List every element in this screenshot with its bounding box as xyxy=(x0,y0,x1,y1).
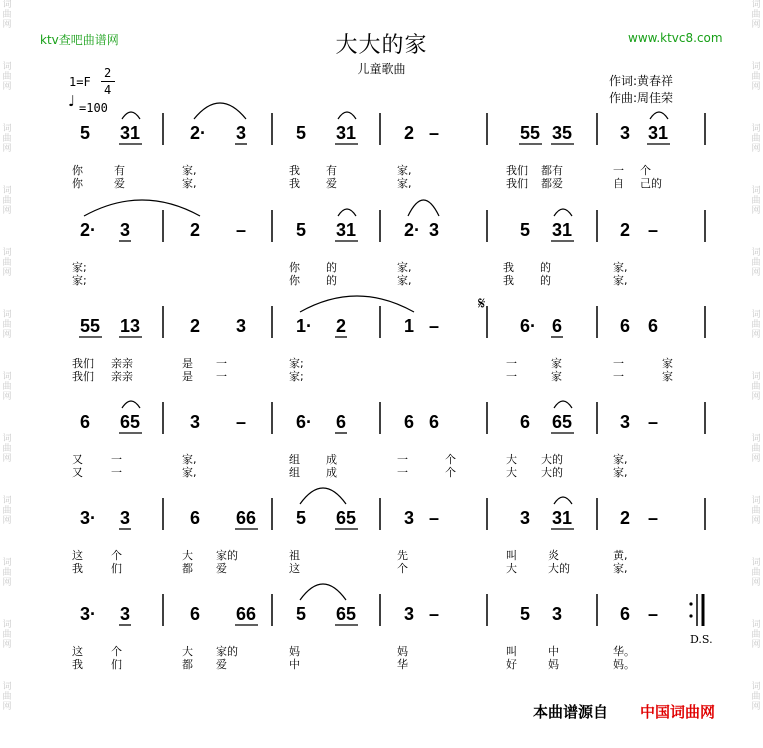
source-site-link[interactable]: 中国词曲网 xyxy=(640,703,716,721)
lyric-line1: 一 xyxy=(216,357,227,370)
note: 3· xyxy=(80,604,97,624)
note: 2 xyxy=(620,220,631,240)
watermark-char: 曲 xyxy=(751,72,761,82)
lyric-line1: 家, xyxy=(613,453,628,466)
watermark-char: 曲 xyxy=(2,506,12,516)
watermark-char: 曲 xyxy=(2,568,12,578)
tempo-marking: =100 xyxy=(79,101,108,115)
note: 5 xyxy=(296,123,307,143)
lyric-line1: 家 xyxy=(551,357,562,370)
lyric-line2: 家, xyxy=(397,274,412,287)
slur-arc xyxy=(408,200,439,216)
lyric-line2: 好 xyxy=(506,658,517,671)
watermark-char: 词 xyxy=(2,62,12,72)
note: 6 xyxy=(552,316,563,336)
watermark-char: 曲 xyxy=(2,72,12,82)
watermark-char: 曲 xyxy=(751,568,761,578)
note: – xyxy=(648,604,659,624)
note: 65 xyxy=(336,508,357,528)
note: – xyxy=(429,316,440,336)
watermark-char: 词 xyxy=(751,248,761,258)
watermark-char: 网 xyxy=(2,516,12,526)
lyric-line1: 中 xyxy=(548,645,559,658)
lyric-line2: 们 xyxy=(111,562,122,575)
lyricist-credit: 作词:黄春祥 xyxy=(609,74,674,88)
watermark-char: 词 xyxy=(751,558,761,568)
watermark-char: 曲 xyxy=(751,692,761,702)
lyric-line2: 我 xyxy=(289,177,300,190)
lyric-line2: 都 xyxy=(182,562,193,575)
tie-arc xyxy=(554,401,572,408)
watermark-char: 网 xyxy=(751,454,761,464)
ds-mark: D.S. xyxy=(690,633,713,646)
site-url-right[interactable]: www.ktvc8.com xyxy=(628,31,723,45)
tie-arc xyxy=(650,112,668,119)
lyric-line1: 大 xyxy=(182,645,193,658)
note: – xyxy=(648,508,659,528)
note: 55 xyxy=(80,316,101,336)
lyric-line1: 有 xyxy=(114,164,125,177)
lyric-line2: 都 xyxy=(182,658,193,671)
note: 2 xyxy=(190,220,201,240)
lyric-line1: 家, xyxy=(182,164,197,177)
note: 6 xyxy=(80,412,91,432)
watermark-char: 曲 xyxy=(751,320,761,330)
note: 3 xyxy=(236,316,247,336)
watermark-char: 词 xyxy=(751,372,761,382)
tie-arc xyxy=(338,112,356,119)
lyric-line1: 个 xyxy=(111,645,122,658)
watermark-char: 网 xyxy=(751,516,761,526)
watermark-char: 曲 xyxy=(2,630,12,640)
lyric-line1: 一 xyxy=(111,453,122,466)
watermark-char: 网 xyxy=(751,206,761,216)
lyric-line2: 们 xyxy=(111,658,122,671)
watermark-char: 曲 xyxy=(2,258,12,268)
lyric-line2: 的 xyxy=(326,274,337,287)
lyric-line1: 我们 xyxy=(72,357,94,370)
watermark-char: 词 xyxy=(2,620,12,630)
watermark-char: 网 xyxy=(751,330,761,340)
lyric-line2: 家; xyxy=(289,370,304,383)
lyric-line1: 亲亲 xyxy=(111,357,133,370)
lyric-line1: 妈 xyxy=(289,645,300,658)
watermark-char: 网 xyxy=(2,454,12,464)
watermark-char: 词 xyxy=(2,558,12,568)
lyric-line1: 一 xyxy=(613,357,624,370)
lyric-line1: 我们 xyxy=(506,164,528,177)
lyric-line1: 大 xyxy=(506,453,517,466)
repeat-dot xyxy=(689,602,692,605)
slur-arc xyxy=(300,488,346,504)
lyric-line2: 华 xyxy=(397,658,408,671)
lyric-line2: 家; xyxy=(72,274,87,287)
lyric-line1: 祖 xyxy=(289,549,300,562)
note: 65 xyxy=(336,604,357,624)
lyric-line2: 家, xyxy=(397,177,412,190)
lyric-line2: 我们 xyxy=(72,370,94,383)
lyric-line2: 妈。 xyxy=(613,658,635,671)
note: 31 xyxy=(648,123,669,143)
lyric-line2: 妈 xyxy=(548,658,559,671)
note: 55 xyxy=(520,123,541,143)
lyric-line2: 家, xyxy=(613,466,628,479)
lyric-line2: 这 xyxy=(289,562,300,575)
lyric-line1: 华。 xyxy=(613,645,635,658)
lyric-line2: 爱 xyxy=(216,658,227,671)
lyric-line2: 一 xyxy=(613,370,624,383)
note: 6· xyxy=(520,316,537,336)
note: 66 xyxy=(236,508,257,528)
time-signature-top: 2 xyxy=(104,66,112,80)
watermark-char: 网 xyxy=(2,20,12,30)
note: 6 xyxy=(620,316,631,336)
watermark-char: 词 xyxy=(751,496,761,506)
note: 3 xyxy=(620,412,631,432)
note: – xyxy=(429,604,440,624)
watermark-char: 网 xyxy=(751,702,761,712)
lyric-line2: 成 xyxy=(326,466,337,479)
note: 6 xyxy=(520,412,531,432)
lyric-line1: 一 xyxy=(397,453,408,466)
watermark-char: 曲 xyxy=(751,258,761,268)
note: – xyxy=(429,508,440,528)
note: 6 xyxy=(429,412,440,432)
note: 31 xyxy=(552,508,573,528)
lyric-line1: 家的 xyxy=(216,645,238,658)
watermark-char: 词 xyxy=(751,620,761,630)
key-signature: 1=F xyxy=(69,75,91,89)
lyric-line2: 爱 xyxy=(114,177,125,190)
watermark-char: 曲 xyxy=(751,382,761,392)
note: 65 xyxy=(120,412,141,432)
lyric-line2: 的 xyxy=(540,274,551,287)
lyric-line2: 家 xyxy=(662,370,673,383)
note: 31 xyxy=(552,220,573,240)
watermark-char: 网 xyxy=(2,268,12,278)
lyric-line1: 家, xyxy=(613,261,628,274)
slur-arc xyxy=(300,584,346,600)
watermark-char: 词 xyxy=(751,434,761,444)
lyric-line2: 中 xyxy=(289,658,300,671)
watermark-char: 网 xyxy=(2,206,12,216)
lyric-line1: 家; xyxy=(72,261,87,274)
note: 5 xyxy=(296,508,307,528)
lyric-line2: 一 xyxy=(216,370,227,383)
slur-arc xyxy=(194,103,246,119)
lyric-line1: 是 xyxy=(182,357,193,370)
lyric-line2: 自 xyxy=(613,177,624,190)
lyric-line2: 个 xyxy=(397,562,408,575)
watermark-char: 曲 xyxy=(2,134,12,144)
note: 13 xyxy=(120,316,141,336)
watermark-char: 曲 xyxy=(751,10,761,20)
lyric-line2: 家, xyxy=(182,466,197,479)
note: – xyxy=(429,123,440,143)
lyric-line2: 个 xyxy=(445,466,456,479)
lyric-line1: 叫 xyxy=(506,549,517,562)
lyric-line1: 妈 xyxy=(397,645,408,658)
note: 31 xyxy=(336,220,357,240)
note: 3 xyxy=(120,604,131,624)
note: 3 xyxy=(404,604,415,624)
lyric-line1: 家, xyxy=(397,261,412,274)
watermark-char: 词 xyxy=(751,0,761,10)
slur-arc xyxy=(300,296,414,312)
lyric-line1: 家, xyxy=(182,453,197,466)
note: 5 xyxy=(80,123,91,143)
note: 2 xyxy=(620,508,631,528)
tie-arc xyxy=(554,497,572,504)
lyric-line1: 这 xyxy=(72,645,83,658)
lyric-line1: 的 xyxy=(326,261,337,274)
watermark-char: 词 xyxy=(751,62,761,72)
watermark-char: 网 xyxy=(2,392,12,402)
note: 5 xyxy=(296,220,307,240)
lyric-line1: 个 xyxy=(640,164,651,177)
lyric-line1: 都有 xyxy=(541,164,563,177)
lyric-line2: 爱 xyxy=(326,177,337,190)
lyric-line2: 亲亲 xyxy=(111,370,133,383)
lyric-line1: 的 xyxy=(540,261,551,274)
composer-credit: 作曲:周佳荣 xyxy=(609,91,674,105)
watermark-char: 网 xyxy=(751,20,761,30)
time-signature-bottom: 4 xyxy=(104,83,112,97)
lyric-line1: 个 xyxy=(111,549,122,562)
watermark-char: 曲 xyxy=(2,382,12,392)
note: 2 xyxy=(190,316,201,336)
lyric-line1: 你 xyxy=(289,261,300,274)
song-subtitle: 儿童歌曲 xyxy=(357,62,406,76)
watermark-char: 曲 xyxy=(751,630,761,640)
lyric-line1: 成 xyxy=(326,453,337,466)
slur-arc xyxy=(84,200,200,216)
note: 6 xyxy=(648,316,659,336)
lyric-line2: 一 xyxy=(506,370,517,383)
lyric-line1: 叫 xyxy=(506,645,517,658)
watermark-char: 词 xyxy=(2,496,12,506)
watermark-char: 曲 xyxy=(2,10,12,20)
watermark-char: 词 xyxy=(751,310,761,320)
note: 66 xyxy=(236,604,257,624)
watermark-char: 网 xyxy=(751,578,761,588)
watermark-char: 网 xyxy=(751,268,761,278)
site-name-left[interactable]: ktv查吧曲谱网 xyxy=(40,33,119,47)
lyric-line2: 家, xyxy=(613,274,628,287)
lyric-line1: 大 xyxy=(182,549,193,562)
lyric-line1: 家, xyxy=(397,164,412,177)
lyric-line1: 一 xyxy=(613,164,624,177)
note: 3 xyxy=(620,123,631,143)
quarter-note-icon: ♩ xyxy=(68,92,76,110)
watermark-char: 曲 xyxy=(2,692,12,702)
lyric-line2: 是 xyxy=(182,370,193,383)
lyric-line2: 你 xyxy=(289,274,300,287)
note: 2· xyxy=(80,220,97,240)
watermark-char: 网 xyxy=(751,640,761,650)
watermark-char: 网 xyxy=(2,640,12,650)
lyric-line2: 家, xyxy=(182,177,197,190)
note: 1 xyxy=(404,316,415,336)
lyric-line1: 一 xyxy=(506,357,517,370)
lyric-line2: 我 xyxy=(72,658,83,671)
note: 3 xyxy=(404,508,415,528)
lyric-line2: 组 xyxy=(289,466,300,479)
watermark-char: 词 xyxy=(751,682,761,692)
lyric-line1: 我 xyxy=(503,261,514,274)
lyric-line1: 黄, xyxy=(613,549,628,562)
watermark-char: 曲 xyxy=(2,444,12,454)
lyric-line1: 炎 xyxy=(548,549,559,562)
lyric-line2: 我 xyxy=(72,562,83,575)
note: 5 xyxy=(520,604,531,624)
watermark-char: 词 xyxy=(2,372,12,382)
note: 6 xyxy=(620,604,631,624)
note: 3 xyxy=(190,412,201,432)
note: 2· xyxy=(404,220,421,240)
lyric-line1: 又 xyxy=(72,453,83,466)
watermark-char: 词 xyxy=(2,124,12,134)
lyric-line1: 家的 xyxy=(216,549,238,562)
segno-icon: 𝄋 xyxy=(478,294,486,314)
note: 5 xyxy=(296,604,307,624)
note: 6· xyxy=(296,412,313,432)
note: – xyxy=(648,412,659,432)
lyric-line1: 大的 xyxy=(541,453,563,466)
lyric-line2: 家, xyxy=(613,562,628,575)
watermark-char: 曲 xyxy=(751,196,761,206)
note: 3 xyxy=(120,508,131,528)
song-title: 大大的家 xyxy=(335,33,428,58)
tie-arc xyxy=(338,209,356,216)
watermark-char: 网 xyxy=(2,82,12,92)
lyric-line1: 个 xyxy=(445,453,456,466)
watermark-char: 网 xyxy=(751,144,761,154)
watermark-char: 词 xyxy=(751,186,761,196)
note: 3 xyxy=(429,220,440,240)
note: – xyxy=(236,220,247,240)
lyric-line2: 大 xyxy=(506,466,517,479)
note: 1· xyxy=(296,316,313,336)
lyric-line2: 大 xyxy=(506,562,517,575)
note: 3 xyxy=(552,604,563,624)
lyric-line2: 一 xyxy=(111,466,122,479)
watermark-char: 曲 xyxy=(2,196,12,206)
watermark-char: 曲 xyxy=(751,506,761,516)
watermark-char: 词 xyxy=(2,310,12,320)
lyric-line1: 先 xyxy=(397,549,408,562)
watermark-char: 词 xyxy=(2,248,12,258)
note: 31 xyxy=(120,123,141,143)
note: 6 xyxy=(336,412,347,432)
note: 6 xyxy=(190,508,201,528)
lyric-line2: 一 xyxy=(397,466,408,479)
watermark-char: 网 xyxy=(2,702,12,712)
watermark-char: 网 xyxy=(751,82,761,92)
note: 5 xyxy=(520,220,531,240)
note: 3 xyxy=(120,220,131,240)
note: 6 xyxy=(404,412,415,432)
watermark-char: 曲 xyxy=(2,320,12,330)
tie-arc xyxy=(122,401,140,408)
lyric-line2: 我们 xyxy=(506,177,528,190)
watermark-char: 词 xyxy=(2,186,12,196)
note: 3· xyxy=(80,508,97,528)
watermark-char: 网 xyxy=(2,578,12,588)
lyric-line1: 家 xyxy=(662,357,673,370)
tie-arc xyxy=(122,112,140,119)
lyric-line2: 己的 xyxy=(640,177,662,190)
note: 3 xyxy=(236,123,247,143)
lyric-line1: 这 xyxy=(72,549,83,562)
note: – xyxy=(648,220,659,240)
note: 2 xyxy=(336,316,347,336)
lyric-line1: 你 xyxy=(72,164,83,177)
watermark-char: 曲 xyxy=(751,444,761,454)
watermark-char: 词 xyxy=(751,124,761,134)
lyric-line2: 大的 xyxy=(548,562,570,575)
lyric-line1: 我 xyxy=(289,164,300,177)
watermark-char: 曲 xyxy=(751,134,761,144)
note: – xyxy=(236,412,247,432)
lyric-line1: 家; xyxy=(289,357,304,370)
repeat-dot xyxy=(689,614,692,617)
note: 65 xyxy=(552,412,573,432)
lyric-line1: 有 xyxy=(326,164,337,177)
lyric-line1: 组 xyxy=(289,453,300,466)
watermark-char: 词 xyxy=(2,434,12,444)
lyric-line2: 你 xyxy=(72,177,83,190)
note: 6 xyxy=(190,604,201,624)
watermark-char: 网 xyxy=(2,144,12,154)
lyric-line2: 都爱 xyxy=(541,177,563,190)
lyric-line2: 我 xyxy=(503,274,514,287)
note: 2· xyxy=(190,123,207,143)
note: 31 xyxy=(336,123,357,143)
note: 35 xyxy=(552,123,573,143)
watermark-char: 网 xyxy=(2,330,12,340)
watermark-char: 网 xyxy=(751,392,761,402)
watermark-char: 词 xyxy=(2,682,12,692)
source-label: 本曲谱源自 xyxy=(533,703,609,721)
note: 3 xyxy=(520,508,531,528)
lyric-line2: 爱 xyxy=(216,562,227,575)
lyric-line2: 大的 xyxy=(541,466,563,479)
watermark-char: 词 xyxy=(2,0,12,10)
lyric-line2: 又 xyxy=(72,466,83,479)
lyric-line2: 家 xyxy=(551,370,562,383)
note: 2 xyxy=(404,123,415,143)
tie-arc xyxy=(554,209,572,216)
